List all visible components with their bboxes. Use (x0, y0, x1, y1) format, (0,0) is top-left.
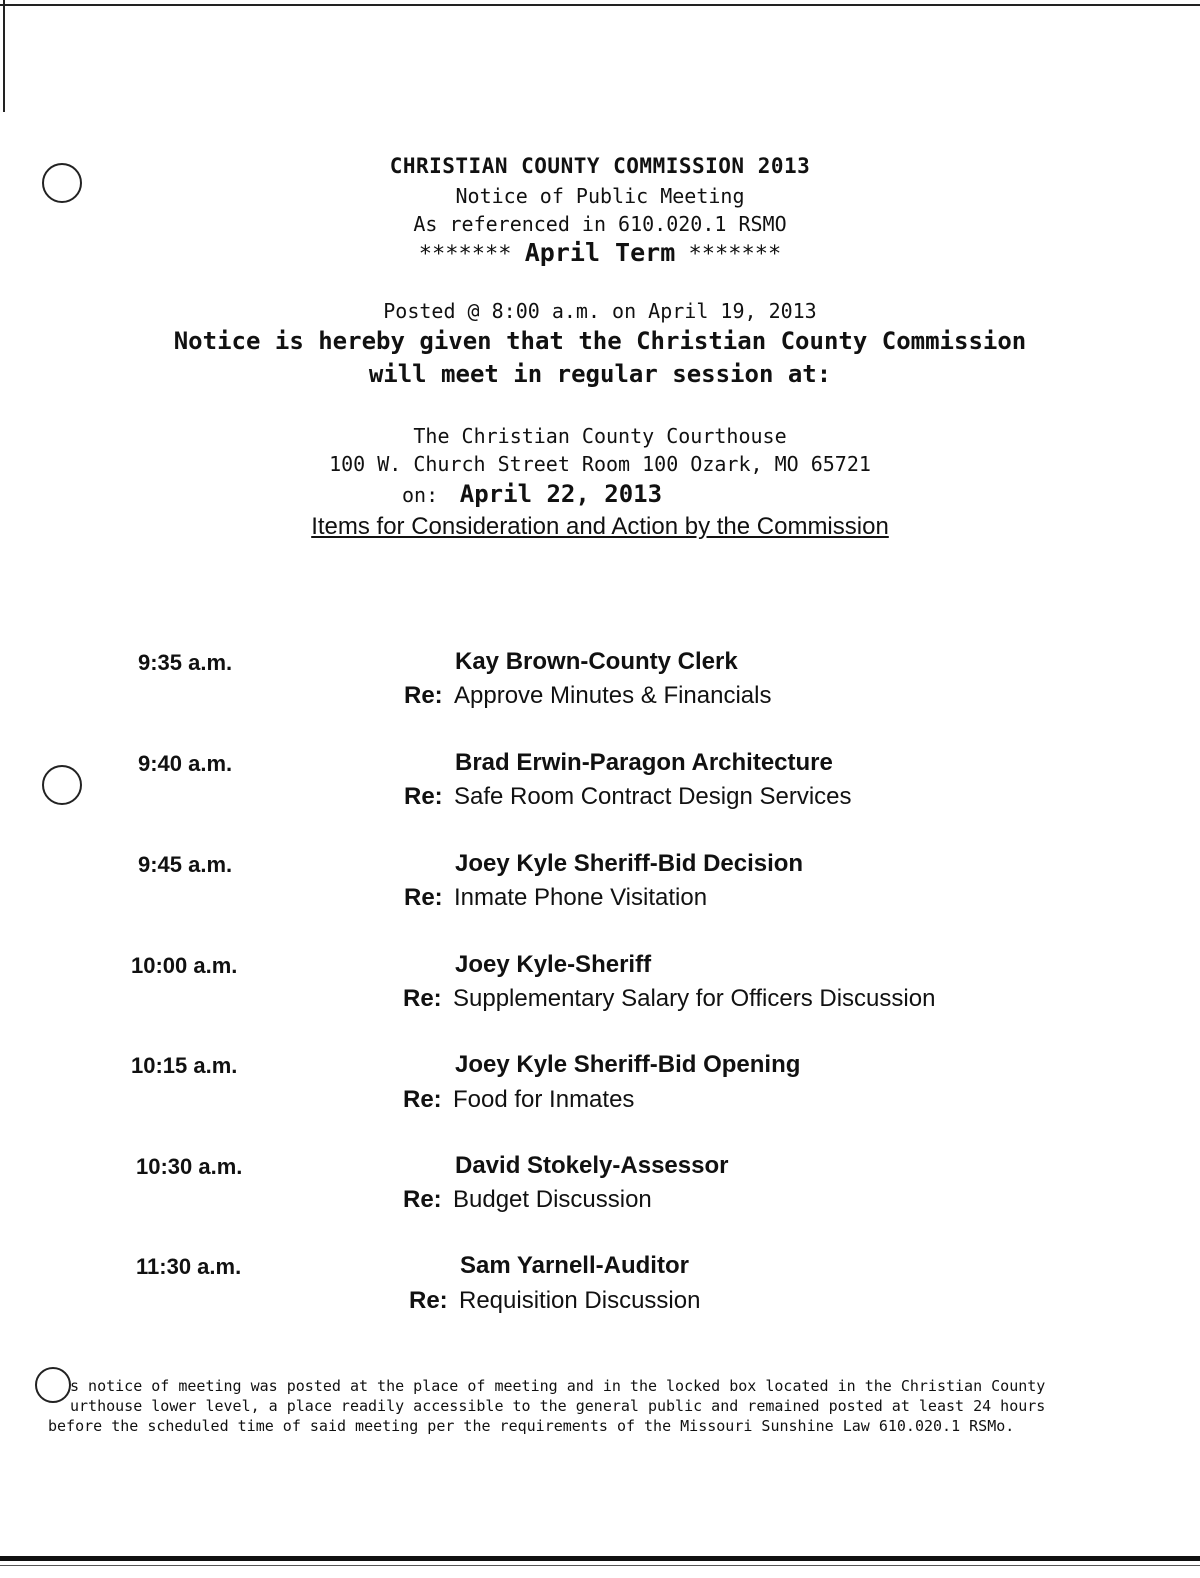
term-line (0, 238, 1200, 267)
agenda-topic: Approve Minutes & Financials (454, 682, 772, 709)
agenda-re-label: Re: (404, 682, 443, 709)
posted-line: Posted @ 8:00 a.m. on April 19, 2013 (383, 299, 817, 323)
agenda-time: 9:40 a.m. (138, 751, 233, 776)
agenda-presenter: Sam Yarnell-Auditor (460, 1252, 689, 1279)
agenda-topic: Supplementary Salary for Officers Discussion (453, 985, 936, 1012)
punch-hole-bottom (35, 1367, 71, 1403)
items-heading: Items for Consideration and Action by the Commission (311, 513, 889, 540)
agenda-topic: Inmate Phone Visitation (454, 884, 708, 911)
certification-line-2: urthouse lower level, a place readily accessible to the general public and remained posted at least 24 hours (70, 1397, 1046, 1415)
notice-line-2: will meet in regular session at: (368, 360, 832, 388)
agenda-re-label: Re: (403, 1086, 442, 1113)
meeting-date: April 22, 2013 (459, 480, 663, 508)
meeting-date-line (402, 480, 662, 508)
certification-line-1: s notice of meeting was posted at the place of meeting and in the locked box located in the Christian County (70, 1377, 1046, 1395)
agenda-re-label: Re: (404, 783, 443, 810)
agenda-topic: Requisition Discussion (459, 1287, 701, 1314)
date-label: on: (402, 483, 439, 507)
bottom-scan-edge-thin (0, 1565, 1200, 1566)
agenda-presenter: Joey Kyle Sheriff-Bid Opening (455, 1051, 801, 1078)
bottom-scan-edge (0, 1556, 1200, 1561)
agenda-presenter: Kay Brown-County Clerk (455, 648, 738, 675)
agenda-re-label: Re: (403, 985, 442, 1012)
statute-reference: As referenced in 610.020.1 RSMO (413, 212, 787, 236)
document-title: CHRISTIAN COUNTY COMMISSION 2013 (389, 154, 811, 178)
term-name: April Term (524, 238, 676, 267)
document-subtitle: Notice of Public Meeting (455, 184, 745, 208)
agenda-presenter: Joey Kyle Sheriff-Bid Decision (455, 850, 804, 877)
location-name: The Christian County Courthouse (413, 424, 787, 448)
agenda-topic: Food for Inmates (453, 1086, 635, 1113)
agenda-presenter: Joey Kyle-Sheriff (455, 951, 652, 978)
agenda-re-label: Re: (403, 1186, 442, 1213)
agenda-topic: Budget Discussion (453, 1186, 652, 1213)
agenda-time: 10:30 a.m. (136, 1154, 243, 1179)
agenda-time: 10:15 a.m. (131, 1053, 238, 1078)
agenda-time: 10:00 a.m. (131, 953, 238, 978)
notice-line-1: Notice is hereby given that the Christian County Commission (173, 327, 1027, 355)
punch-hole-middle (42, 765, 82, 805)
agenda-topic: Safe Room Contract Design Services (454, 783, 852, 810)
term-stars-left: ******* (418, 242, 512, 267)
certification-line-3: before the scheduled time of said meeting per the requirements of the Missouri Sunshine Law 610.020.1 RSMo. (48, 1417, 1015, 1435)
agenda-presenter: David Stokely-Assessor (455, 1152, 729, 1179)
agenda-re-label: Re: (404, 884, 443, 911)
agenda-time: 9:35 a.m. (138, 650, 233, 675)
agenda-time: 11:30 a.m. (136, 1254, 242, 1279)
agenda-presenter: Brad Erwin-Paragon Architecture (455, 749, 833, 776)
top-scan-edge (0, 4, 1200, 6)
agenda-re-label: Re: (409, 1287, 448, 1314)
agenda-time: 9:45 a.m. (138, 852, 233, 877)
location-address: 100 W. Church Street Room 100 Ozark, MO 65721 (329, 452, 871, 476)
term-stars-right: ******* (688, 242, 782, 267)
left-scan-edge (3, 0, 5, 112)
